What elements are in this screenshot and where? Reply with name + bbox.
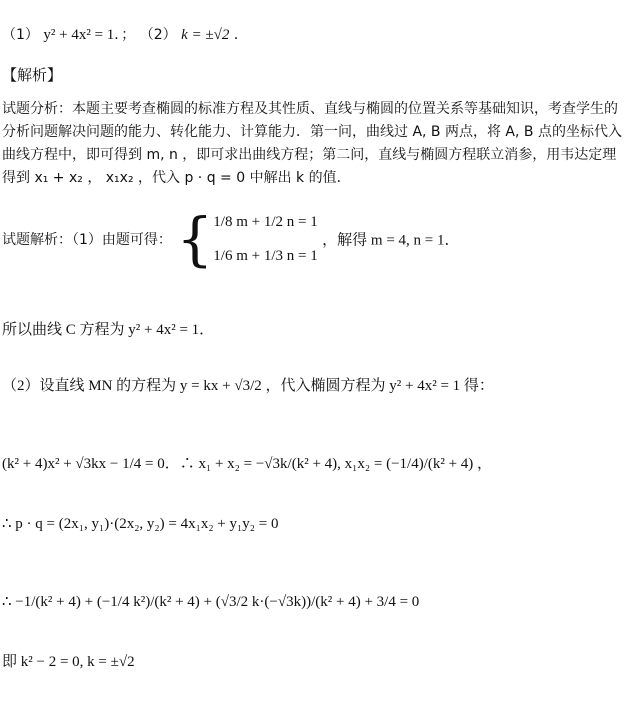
vieta-line: (k² + 4)x² + √3kx − 1/4 = 0．∴ x₁ + x₂ = −√3k/(k² + 4), x₁x₂ = (−1/4)/(k² + 4) ，	[2, 456, 493, 472]
separator: ．；	[114, 27, 136, 43]
section-title: 【解析】	[2, 66, 63, 84]
curve-statement: 所以曲线 C 方程为 y² + 4x² = 1．	[2, 322, 215, 338]
answer-end: ．	[233, 27, 248, 43]
answer-line	[2, 24, 248, 44]
solution-intro: 试题解析：（1）由题可得：	[2, 232, 172, 248]
analysis-paragraph: 试题分析：本题主要考查椭圆的标准方程及其性质、直线与椭圆的位置关系等基础知识，考查学生的分析问题解决问题的能力、转化能力、计算能力．第一问，曲线过 A, B 两点，将 A, B 点的坐标代入曲线方程中，即可得到 m, n ，即可求出曲线方程；第二问，直线与椭圆方程联立消参，用韦达定理得到 x₁ + x₂ ， x₁x₂ ，代入 p · q = 0 中解出 k 的值．	[2, 101, 622, 186]
system-result: ，解得 m = 4, n = 1．	[322, 232, 460, 249]
part2-label: （2）	[139, 27, 177, 43]
equation-system	[176, 206, 317, 272]
dot-product-line: ∴ p · q = (2x₁, y₁)·(2x₂, y₂) = 4x₁x₂ + y₁y₂ = 0	[2, 516, 279, 532]
solution-part1	[2, 206, 460, 272]
final-result-line: 即 k² − 2 = 0, k = ±√2	[2, 654, 135, 670]
part2-statement: （2）设直线 MN 的方程为 y = kx + √3/2 ，代入椭圆方程为 y² + 4x² = 1 得：	[2, 378, 494, 394]
sum-equation-line: ∴ −1/(k² + 4) + (−1/4 k²)/(k² + 4) + (√3/2 k·(−√3k))/(k² + 4) + 3/4 = 0	[2, 594, 420, 610]
brace-symbol: {	[176, 205, 214, 273]
part1-equation: y² + 4x² = 1	[43, 27, 115, 43]
part2-equation: k = ±√2	[181, 27, 230, 43]
system-equation-2: 1/6 m + 1/3 n = 1	[213, 248, 318, 264]
part1-label: （1）	[2, 27, 39, 43]
system-equation-1: 1/8 m + 1/2 n = 1	[213, 214, 318, 230]
